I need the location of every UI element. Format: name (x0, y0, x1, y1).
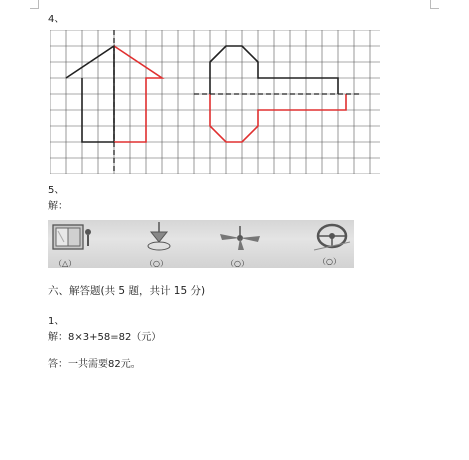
bottle-bottom-half-red (210, 94, 346, 142)
steering-wheel-image (312, 220, 352, 254)
answer-option-1: （△） (54, 259, 77, 268)
question-6-1-number: 1、 (48, 316, 65, 327)
question-5-number: 5、 (48, 185, 65, 196)
answer-label: 解： (48, 201, 68, 212)
symmetry-grid-figure (50, 30, 380, 174)
page-corner-mark (430, 0, 439, 9)
section-6-title: 六、解答题(共 5 题，共计 15 分) (48, 285, 206, 297)
answer-line: 答：一共需要82元。 (48, 359, 141, 370)
answer-option-3: （○） (226, 259, 249, 268)
page-corner-mark (30, 0, 39, 9)
ceiling-fan-image (218, 226, 262, 252)
solution-line: 解：8×3+58=82（元） (48, 332, 162, 343)
question-4-number: 4、 (48, 14, 65, 25)
sliding-window-image (50, 222, 100, 254)
spinning-top-image (143, 220, 175, 254)
answer-option-4: （○） (318, 257, 341, 266)
answer-option-2: （○） (145, 259, 168, 268)
grid-lines (50, 30, 380, 174)
